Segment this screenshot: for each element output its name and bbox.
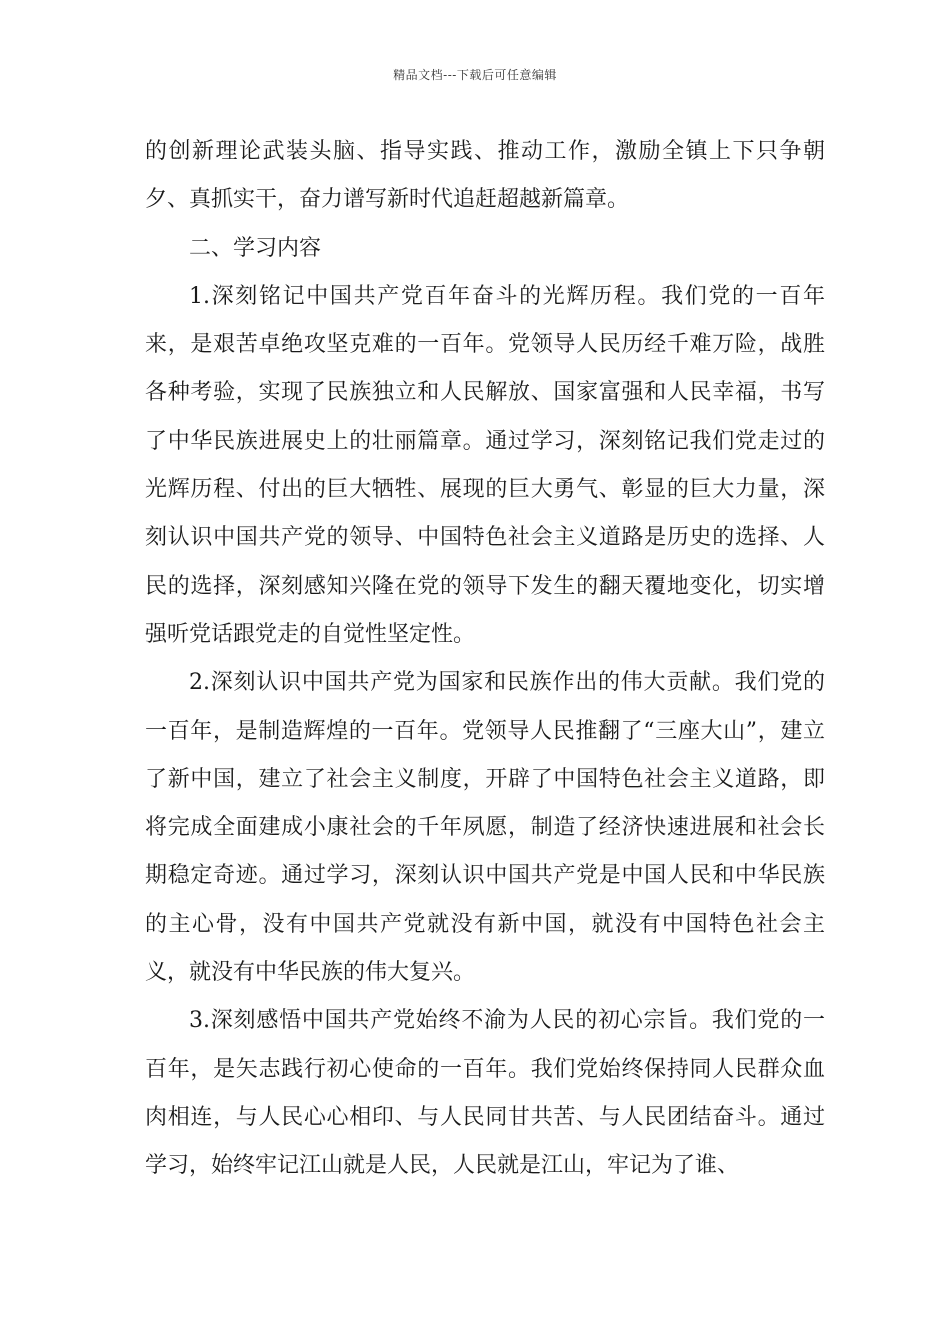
section-heading: 二、学习内容 [189, 235, 322, 261]
paragraph-item-3: 3.深刻感悟中国共产党始终不渝为人民的初心宗旨。我们党的一百年，是矢志践行初心使命的一百年。我们党始终保持同人民群众血肉相连，与人民心心相印、与人民同甘共苦、与人民团结奋斗。通过学习，始终牢记江山就是人民，人民就是江山，牢记为了谁、 [145, 1008, 825, 1179]
paragraph-item-1: 1.深刻铭记中国共产党百年奋斗的光辉历程。我们党的一百年来，是艰苦卓绝攻坚克难的一百年。党领导人民历经千难万险，战胜各种考验，实现了民族独立和人民解放、国家富强和人民幸福，书写了中华民族进展史上的壮丽篇章。通过学习，深刻铭记我们党走过的光辉历程、付出的巨大牺牲、展现的巨大勇气、彰显的巨大力量，深刻认识中国共产党的领导、中国特色社会主义道路是历史的选择、人民的选择，深刻感知兴隆在党的领导下发生的翻天覆地变化，切实增强听党话跟党走的自觉性坚定性。 [145, 283, 825, 647]
paragraph-item-2: 2.深刻认识中国共产党为国家和民族作出的伟大贡献。我们党的一百年，是制造辉煌的一百年。党领导人民推翻了“三座大山”，建立了新中国，建立了社会主义制度，开辟了中国特色社会主义道路，即将完成全面建成小康社会的千年夙愿，制造了经济快速进展和社会长期稳定奇迹。通过学习，深刻认识中国共产党是中国人民和中华民族的主心骨，没有中国共产党就没有新中国，就没有中国特色社会主义，就没有中华民族的伟大复兴。 [145, 670, 825, 986]
document-body [145, 128, 825, 1191]
page-header: 精品文档---下载后可任意编辑 [393, 68, 557, 82]
paragraph-continuation: 的创新理论武装头脑、指导实践、推动工作，激励全镇上下只争朝夕、真抓实干，奋力谱写新时代追赶超越新篇章。 [145, 139, 825, 213]
